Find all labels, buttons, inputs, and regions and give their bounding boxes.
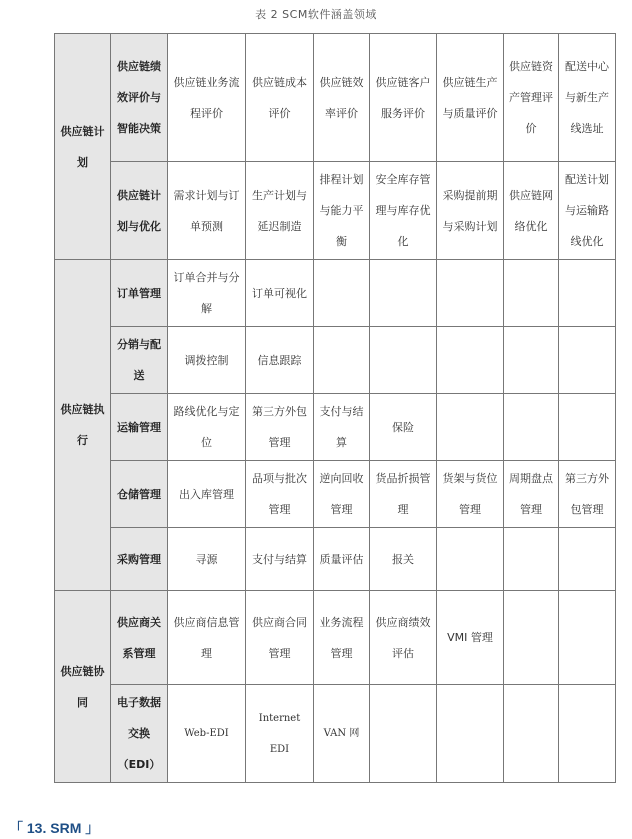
- table-cell: [559, 394, 616, 461]
- table-cell: [559, 528, 616, 591]
- category-cell: 供应链协同: [55, 591, 111, 783]
- table-cell: 信息跟踪: [246, 327, 314, 394]
- table-cell: 供应链网络优化: [504, 162, 559, 260]
- table-cell: [504, 591, 559, 685]
- table-cell: 供应链成本评价: [246, 34, 314, 162]
- table-cell: [370, 685, 437, 783]
- table-cell: [314, 260, 370, 327]
- table-row: [55, 591, 616, 685]
- table-cell: [559, 591, 616, 685]
- table-cell: [504, 260, 559, 327]
- table-cell: [559, 260, 616, 327]
- table-cell: 业务流程管理: [314, 591, 370, 685]
- table-cell: 供应链业务流程评价: [168, 34, 246, 162]
- table-cell: 质量评估: [314, 528, 370, 591]
- subcategory-cell: 仓储管理: [111, 461, 168, 528]
- subcategory-cell: 供应链绩效评价与智能决策: [111, 34, 168, 162]
- table-cell: 供应商绩效评估: [370, 591, 437, 685]
- table-cell: 供应商合同管理: [246, 591, 314, 685]
- table-cell: [504, 327, 559, 394]
- scm-coverage-table-wrap: [54, 33, 609, 783]
- table-cell: 供应链客户服务评价: [370, 34, 437, 162]
- table-cell: 路线优化与定位: [168, 394, 246, 461]
- table-cell: 支付与结算: [314, 394, 370, 461]
- table-cell: 第三方外包管理: [559, 461, 616, 528]
- table-cell: 货架与货位管理: [437, 461, 504, 528]
- table-cell: VAN 网: [314, 685, 370, 783]
- subcategory-cell: 采购管理: [111, 528, 168, 591]
- table-row: [55, 461, 616, 528]
- table-cell: [504, 528, 559, 591]
- table-cell: 订单可视化: [246, 260, 314, 327]
- section-heading: 「 13. SRM 」: [9, 820, 100, 836]
- table-cell: VMI 管理: [437, 591, 504, 685]
- table-cell: [504, 685, 559, 783]
- table-cell: 配送计划与运输路线优化: [559, 162, 616, 260]
- subcategory-cell: 供应商关系管理: [111, 591, 168, 685]
- table-cell: 供应链资产管理评价: [504, 34, 559, 162]
- table-cell: 出入库管理: [168, 461, 246, 528]
- table-cell: [437, 394, 504, 461]
- table-cell: [370, 327, 437, 394]
- table-cell: 供应链生产与质量评价: [437, 34, 504, 162]
- table-row: [55, 394, 616, 461]
- table-cell: [504, 394, 559, 461]
- table-cell: 调拨控制: [168, 327, 246, 394]
- table-row: [55, 685, 616, 783]
- table-cell: [437, 260, 504, 327]
- table-cell: 货品折损管理: [370, 461, 437, 528]
- scm-coverage-table: [54, 33, 616, 783]
- category-cell: 供应链计划: [55, 34, 111, 260]
- table-cell: 逆向回收管理: [314, 461, 370, 528]
- table-caption: 表 2 SCM软件涵盖领域: [255, 8, 377, 21]
- table-cell: [437, 528, 504, 591]
- table-cell: 安全库存管理与库存优化: [370, 162, 437, 260]
- table-cell: [370, 260, 437, 327]
- subcategory-cell: 分销与配送: [111, 327, 168, 394]
- subcategory-cell: 订单管理: [111, 260, 168, 327]
- table-cell: 需求计划与订单预测: [168, 162, 246, 260]
- table-row: [55, 162, 616, 260]
- table-cell: 供应商信息管理: [168, 591, 246, 685]
- category-cell: 供应链执行: [55, 260, 111, 591]
- table-cell: 采购提前期与采购计划: [437, 162, 504, 260]
- table-cell: 排程计划与能力平衡: [314, 162, 370, 260]
- table-cell: 品项与批次管理: [246, 461, 314, 528]
- table-cell: 报关: [370, 528, 437, 591]
- table-row: [55, 34, 616, 162]
- table-cell: 保险: [370, 394, 437, 461]
- table-cell: 供应链效率评价: [314, 34, 370, 162]
- table-cell: Internet EDI: [246, 685, 314, 783]
- table-row: [55, 528, 616, 591]
- table-cell: [559, 685, 616, 783]
- table-cell: 生产计划与延迟制造: [246, 162, 314, 260]
- table-cell: 配送中心与新生产线选址: [559, 34, 616, 162]
- table-row: [55, 260, 616, 327]
- subcategory-cell: 电子数据交换（EDI）: [111, 685, 168, 783]
- table-cell: [437, 327, 504, 394]
- subcategory-cell: 供应链计划与优化: [111, 162, 168, 260]
- table-cell: 支付与结算: [246, 528, 314, 591]
- subcategory-cell: 运输管理: [111, 394, 168, 461]
- table-cell: 第三方外包管理: [246, 394, 314, 461]
- table-cell: 周期盘点管理: [504, 461, 559, 528]
- table-cell: [437, 685, 504, 783]
- table-cell: Web-EDI: [168, 685, 246, 783]
- table-cell: 寻源: [168, 528, 246, 591]
- table-cell: 订单合并与分解: [168, 260, 246, 327]
- table-cell: [314, 327, 370, 394]
- table-cell: [559, 327, 616, 394]
- table-row: [55, 327, 616, 394]
